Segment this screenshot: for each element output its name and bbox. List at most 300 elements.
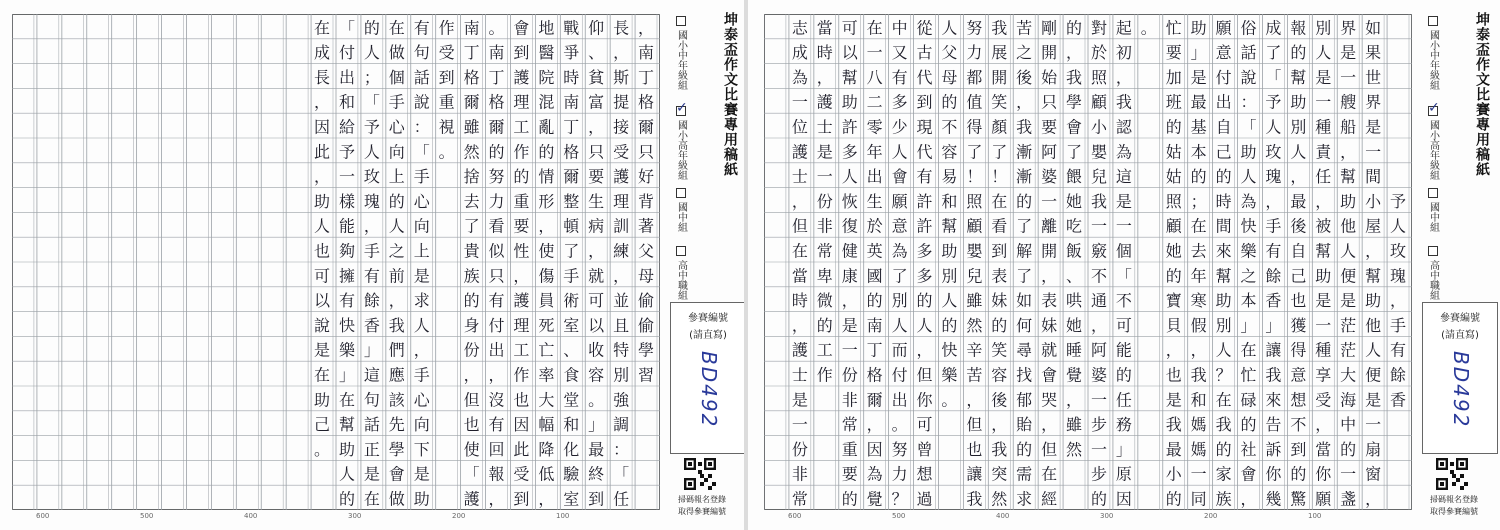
essay-char: 扇: [1365, 439, 1382, 459]
essay-char: 長: [314, 67, 331, 87]
essay-char: 一: [1041, 191, 1058, 211]
essay-char: 身: [463, 315, 480, 335]
essay-char: 我: [1190, 365, 1207, 385]
essay-char: 不: [1290, 415, 1307, 435]
essay-char: 後: [1290, 216, 1307, 236]
essay-char: 「: [1240, 117, 1257, 137]
essay-char: 許: [841, 117, 858, 137]
essay-char: 時: [563, 67, 580, 87]
essay-char: 出: [866, 167, 883, 187]
essay-char: ，: [1041, 266, 1058, 286]
essay-char: 間: [1365, 167, 1382, 187]
essay-char: 的: [916, 291, 933, 311]
qr-caption-1: 掃碼報名登錄: [1430, 495, 1478, 504]
essay-char: 任: [1315, 167, 1332, 187]
essay-char: 只: [1041, 92, 1058, 112]
text-column-3: [1315, 18, 1332, 508]
essay-char: 的: [338, 489, 355, 509]
text-column-13: [314, 18, 331, 459]
essay-char: 有: [363, 266, 380, 286]
text-column-7: [464, 18, 481, 508]
essay-char: 古: [916, 43, 933, 63]
essay-char: ，: [488, 489, 505, 509]
essay-char: 苦: [1016, 18, 1033, 38]
ruler-number: 500: [892, 512, 906, 520]
essay-char: 多: [916, 241, 933, 261]
essay-char: 幫: [1365, 266, 1382, 286]
essay-char: 是: [314, 340, 331, 360]
essay-char: 「: [338, 18, 355, 38]
essay-char: 常: [816, 241, 833, 261]
essay-char: 了: [1265, 43, 1282, 63]
essay-char: ，: [841, 291, 858, 311]
essay-char: 是: [363, 464, 380, 484]
essay-char: 格: [563, 142, 580, 162]
essay-char: 努: [966, 18, 983, 38]
essay-char: 健: [841, 241, 858, 261]
essay-char: ，: [538, 489, 555, 509]
essay-char: 正: [363, 439, 380, 459]
essay-char: 要: [841, 464, 858, 484]
essay-char: 可: [1115, 315, 1132, 335]
essay-char: 顏: [991, 117, 1008, 137]
essay-char: 一: [866, 43, 883, 63]
essay-char: 助: [1215, 291, 1232, 311]
essay-char: 手: [1390, 315, 1407, 335]
option-3[interactable]: [1422, 246, 1444, 300]
essay-char: 郁: [1016, 390, 1033, 410]
essay-char: 此: [513, 439, 530, 459]
essay-char: 之: [1016, 43, 1033, 63]
essay-char: 婆: [1041, 167, 1058, 187]
essay-char: 作: [513, 365, 530, 385]
essay-char: 我: [966, 489, 983, 509]
essay-char: 幾: [1265, 489, 1282, 509]
essay-char: ，: [413, 340, 430, 360]
essay-char: 茫: [1340, 315, 1357, 335]
ruler-number: 500: [140, 512, 154, 520]
essay-char: 貝: [1165, 315, 1182, 335]
essay-char: 是: [1115, 191, 1132, 211]
essay-char: 一: [1340, 464, 1357, 484]
essay-char: 多: [916, 266, 933, 286]
essay-char: 到: [513, 43, 530, 63]
text-column-5: [1265, 18, 1282, 508]
essay-char: 予: [363, 117, 380, 137]
essay-char: 茫: [1340, 340, 1357, 360]
essay-char: 就: [588, 266, 605, 286]
text-column-3: [562, 18, 580, 508]
essay-char: 艘: [1340, 92, 1357, 112]
essay-char: 的: [488, 142, 505, 162]
essay-char: ，: [1315, 191, 1332, 211]
essay-char: 護: [816, 92, 833, 112]
entry-id-box[interactable]: [1422, 302, 1498, 454]
essay-char: ，: [463, 365, 480, 385]
essay-char: ：: [1240, 92, 1257, 112]
essay-char: 年: [1190, 266, 1207, 286]
essay-char: 我: [1090, 191, 1107, 211]
essay-char: 你: [916, 390, 933, 410]
essay-char: 幫: [841, 67, 858, 87]
essay-char: 為: [1240, 191, 1257, 211]
essay-char: 盞: [1340, 489, 1357, 509]
text-column-8: [1191, 18, 1207, 508]
essay-char: 媽: [1190, 415, 1207, 435]
checkbox-0[interactable]: [676, 16, 686, 26]
essay-char: 心: [413, 390, 430, 410]
essay-char: 餘: [1390, 365, 1407, 385]
essay-char: 竅: [1090, 241, 1107, 261]
option-2[interactable]: [1422, 188, 1444, 232]
essay-char: 生: [866, 191, 883, 211]
essay-char: 當: [1315, 439, 1332, 459]
essay-char: 室: [563, 489, 580, 509]
essay-char: 睡: [1066, 340, 1083, 360]
essay-char: 在: [791, 241, 808, 261]
essay-char: ，: [638, 18, 655, 38]
essay-char: 受: [438, 43, 455, 63]
essay-char: 幅: [538, 415, 555, 435]
essay-char: 於: [1090, 43, 1107, 63]
essay-char: 給: [338, 117, 355, 137]
essay-char: 堂: [563, 390, 580, 410]
essay-char: 使: [538, 241, 555, 261]
essay-char: 假: [1190, 315, 1207, 335]
text-column-14: [1041, 18, 1058, 508]
essay-char: 的: [1016, 191, 1033, 211]
essay-char: 到: [916, 92, 933, 112]
essay-char: 一: [791, 415, 808, 435]
essay-char: 最: [588, 439, 605, 459]
essay-char: 位: [791, 117, 808, 137]
ruler-number: 300: [1100, 512, 1114, 520]
essay-char: 雖: [463, 117, 480, 137]
essay-char: 是: [1340, 43, 1357, 63]
essay-char: 丁: [463, 43, 480, 63]
essay-char: ，: [1240, 489, 1257, 509]
essay-char: 是: [1190, 67, 1207, 87]
essay-char: 、: [563, 340, 580, 360]
checkbox-1[interactable]: [676, 106, 686, 116]
essay-char: 嬰: [966, 241, 983, 261]
essay-char: 零: [866, 117, 883, 137]
essay-char: 媽: [1190, 439, 1207, 459]
text-column-16: [991, 18, 1008, 508]
essay-char: 為: [1115, 142, 1132, 162]
essay-char: 前: [388, 266, 405, 286]
essay-char: 會: [388, 464, 405, 484]
essay-char: 中: [1340, 415, 1357, 435]
essay-char: 之: [1240, 266, 1257, 286]
essay-char: 快: [1240, 216, 1257, 236]
essay-char: 是: [816, 142, 833, 162]
essay-char: 丁: [563, 117, 580, 137]
checkbox-2[interactable]: [676, 188, 686, 198]
essay-char: 人: [1340, 241, 1357, 261]
essay-char: 努: [891, 439, 908, 459]
essay-char: 對: [1090, 18, 1107, 38]
essay-char: 來: [1265, 390, 1282, 410]
text-column-5: [513, 18, 529, 508]
essay-char: 找: [1016, 365, 1033, 385]
essay-char: 重: [438, 92, 455, 112]
essay-char: 特: [613, 340, 630, 360]
essay-char: 護: [463, 489, 480, 509]
essay-char: 樂: [338, 340, 355, 360]
essay-char: 自: [1290, 241, 1307, 261]
essay-char: 樂: [1240, 241, 1257, 261]
essay-char: 本: [1190, 142, 1207, 162]
entry-id-sublabel: (請直寫): [689, 330, 727, 341]
essay-char: ？: [891, 489, 908, 509]
essay-char: 會: [1041, 365, 1058, 385]
essay-char: 為: [891, 241, 908, 261]
essay-char: ，: [1390, 291, 1407, 311]
essay-char: 的: [816, 315, 833, 335]
essay-char: 都: [966, 67, 983, 87]
essay-char: 士: [791, 365, 808, 385]
essay-char: 地: [538, 18, 555, 38]
essay-char: 接: [613, 117, 630, 137]
option-1[interactable]: [670, 106, 692, 180]
essay-char: 人: [841, 167, 858, 187]
essay-char: 訴: [1265, 439, 1282, 459]
essay-char: 照: [1090, 67, 1107, 87]
entry-id-value: BD492: [1449, 351, 1473, 429]
essay-char: 看: [488, 216, 505, 236]
essay-char: 雖: [966, 291, 983, 311]
essay-char: 在: [363, 489, 380, 509]
essay-char: 的: [1165, 117, 1182, 137]
ruler-number: 600: [788, 512, 802, 520]
essay-char: 受: [1315, 390, 1332, 410]
essay-char: ，: [1041, 415, 1058, 435]
essay-char: ，: [388, 291, 405, 311]
essay-char: 不: [1090, 266, 1107, 286]
essay-char: 通: [1090, 291, 1107, 311]
essay-char: ，: [1365, 241, 1382, 261]
essay-char: 獲: [1290, 315, 1307, 335]
essay-char: 始: [1041, 67, 1058, 87]
essay-char: ，: [488, 365, 505, 385]
checkbox-3[interactable]: [676, 246, 686, 256]
essay-char: 又: [891, 43, 908, 63]
option-2[interactable]: [670, 188, 692, 232]
essay-char: 貴: [463, 241, 480, 261]
essay-char: 加: [1165, 67, 1182, 87]
essay-char: ，: [791, 191, 808, 211]
essay-char: 了: [1066, 142, 1083, 162]
essay-char: 飯: [1066, 241, 1083, 261]
essay-char: ，: [1115, 67, 1132, 87]
essay-char: 一: [1365, 415, 1382, 435]
essay-char: 他: [1340, 216, 1357, 236]
essay-char: ，: [791, 315, 808, 335]
essay-char: 富: [588, 92, 605, 112]
essay-char: 別: [613, 365, 630, 385]
essay-char: 八: [866, 67, 883, 87]
essay-char: 也: [513, 390, 530, 410]
essay-char: 助: [1190, 18, 1207, 38]
essay-char: 因: [513, 415, 530, 435]
essay-char: 初: [1115, 43, 1132, 63]
essay-char: 的: [1190, 167, 1207, 187]
essay-char: 護: [791, 340, 808, 360]
essay-char: 想: [916, 464, 933, 484]
essay-char: 」: [1240, 315, 1257, 335]
option-0[interactable]: [1422, 16, 1444, 90]
essay-char: 的: [1165, 266, 1182, 286]
essay-char: 了: [991, 142, 1008, 162]
essay-char: 要: [588, 167, 605, 187]
ruler-number: 300: [348, 512, 362, 520]
essay-char: 在: [338, 390, 355, 410]
essay-char: 可: [916, 415, 933, 435]
essay-char: 一: [816, 167, 833, 187]
text-column-19: [916, 18, 933, 508]
essay-char: ！: [991, 167, 1008, 187]
essay-char: 是: [791, 390, 808, 410]
essay-char: 們: [388, 340, 405, 360]
essay-char: 出: [338, 67, 355, 87]
essay-char: 在: [1041, 464, 1058, 484]
essay-char: 為: [866, 464, 883, 484]
essay-char: 性: [513, 241, 530, 261]
essay-char: 幫: [338, 415, 355, 435]
qr-code-icon[interactable]: [1436, 458, 1468, 490]
text-column-6: [488, 18, 505, 508]
essay-char: 學: [1066, 92, 1083, 112]
essay-char: 份: [463, 340, 480, 360]
essay-char: 表: [991, 266, 1008, 286]
essay-char: 多: [891, 92, 908, 112]
essay-char: 提: [613, 92, 630, 112]
essay-char: 別: [1215, 315, 1232, 335]
essay-char: 玫: [1390, 241, 1407, 261]
essay-char: 以: [314, 291, 331, 311]
essay-char: 可: [314, 266, 331, 286]
essay-char: 說: [413, 92, 430, 112]
option-0[interactable]: [670, 16, 692, 90]
essay-char: 。: [1140, 18, 1157, 38]
essay-char: 小: [1165, 464, 1182, 484]
essay-char: 從: [916, 18, 933, 38]
essay-char: ，: [866, 415, 883, 435]
essay-char: 樂: [941, 365, 958, 385]
checkbox-0[interactable]: [1428, 16, 1438, 26]
essay-char: 有: [413, 18, 430, 38]
qr-code-icon[interactable]: [684, 458, 716, 490]
option-3[interactable]: [670, 246, 692, 300]
essay-char: 會: [1066, 117, 1083, 137]
essay-char: 微: [816, 291, 833, 311]
essay-char: 求: [1016, 489, 1033, 509]
essay-char: 社: [1240, 439, 1257, 459]
essay-char: 混: [538, 92, 555, 112]
essay-char: 父: [941, 43, 958, 63]
essay-char: 一: [1090, 390, 1107, 410]
essay-char: 我: [1066, 67, 1083, 87]
essay-char: 以: [588, 315, 605, 335]
essay-char: 食: [563, 365, 580, 385]
essay-char: 界: [1340, 18, 1357, 38]
text-column-0: [1390, 192, 1406, 409]
essay-char: 雖: [1066, 415, 1083, 435]
essay-char: 人: [891, 315, 908, 335]
checkbox-2[interactable]: [1428, 188, 1438, 198]
essay-char: 受: [513, 464, 530, 484]
essay-char: 話: [413, 67, 430, 87]
essay-char: 當: [791, 266, 808, 286]
essay-char: 工: [513, 340, 530, 360]
checkbox-1[interactable]: [1428, 106, 1438, 116]
essay-char: 的: [1215, 439, 1232, 459]
essay-char: 時: [816, 43, 833, 63]
essay-char: 為: [791, 67, 808, 87]
essay-char: 貧: [588, 67, 605, 87]
essay-char: 只: [488, 266, 505, 286]
essay-char: 是: [1315, 291, 1332, 311]
essay-char: 解: [1016, 241, 1033, 261]
essay-char: 護: [613, 167, 630, 187]
essay-char: 被: [1315, 216, 1332, 236]
essay-char: 人: [1215, 340, 1232, 360]
essay-char: 夠: [338, 241, 355, 261]
essay-char: 果: [1365, 43, 1382, 63]
text-column-10: [389, 18, 406, 508]
essay-char: 英: [866, 241, 883, 261]
essay-char: 人: [1315, 43, 1332, 63]
essay-char: 顧: [966, 216, 983, 236]
essay-char: 阿: [1041, 142, 1058, 162]
essay-char: 的: [866, 291, 883, 311]
essay-char: 瑰: [363, 191, 380, 211]
essay-char: 笑: [991, 92, 1008, 112]
essay-char: 意: [1290, 365, 1307, 385]
essay-char: 了: [463, 216, 480, 236]
essay-char: ，: [588, 241, 605, 261]
essay-char: 醫: [538, 43, 555, 63]
essay-char: 願: [1315, 489, 1332, 509]
essay-char: 助: [941, 241, 958, 261]
essay-char: 原: [1115, 464, 1132, 484]
entry-id-box[interactable]: [670, 302, 746, 454]
essay-char: 的: [1290, 43, 1307, 63]
checkbox-3[interactable]: [1428, 246, 1438, 256]
essay-char: 報: [488, 464, 505, 484]
essay-char: 顧: [1165, 216, 1182, 236]
essay-char: 仰: [588, 18, 605, 38]
essay-char: 不: [941, 117, 958, 137]
essay-char: 務: [1115, 415, 1132, 435]
essay-char: 人: [338, 464, 355, 484]
essay-char: 助: [314, 191, 331, 211]
essay-char: 己: [1215, 142, 1232, 162]
essay-char: ，: [363, 216, 380, 236]
essay-char: 她: [1165, 241, 1182, 261]
essay-char: 理: [613, 191, 630, 211]
essay-char: 是: [413, 266, 430, 286]
option-1[interactable]: [1422, 106, 1444, 180]
text-column-9: [414, 18, 431, 508]
essay-char: ，: [916, 340, 933, 360]
essay-char: 然: [991, 489, 1008, 509]
essay-char: 話: [1240, 43, 1257, 63]
essay-char: 香: [363, 315, 380, 335]
essay-char: 付: [488, 315, 505, 335]
essay-char: 士: [816, 117, 833, 137]
